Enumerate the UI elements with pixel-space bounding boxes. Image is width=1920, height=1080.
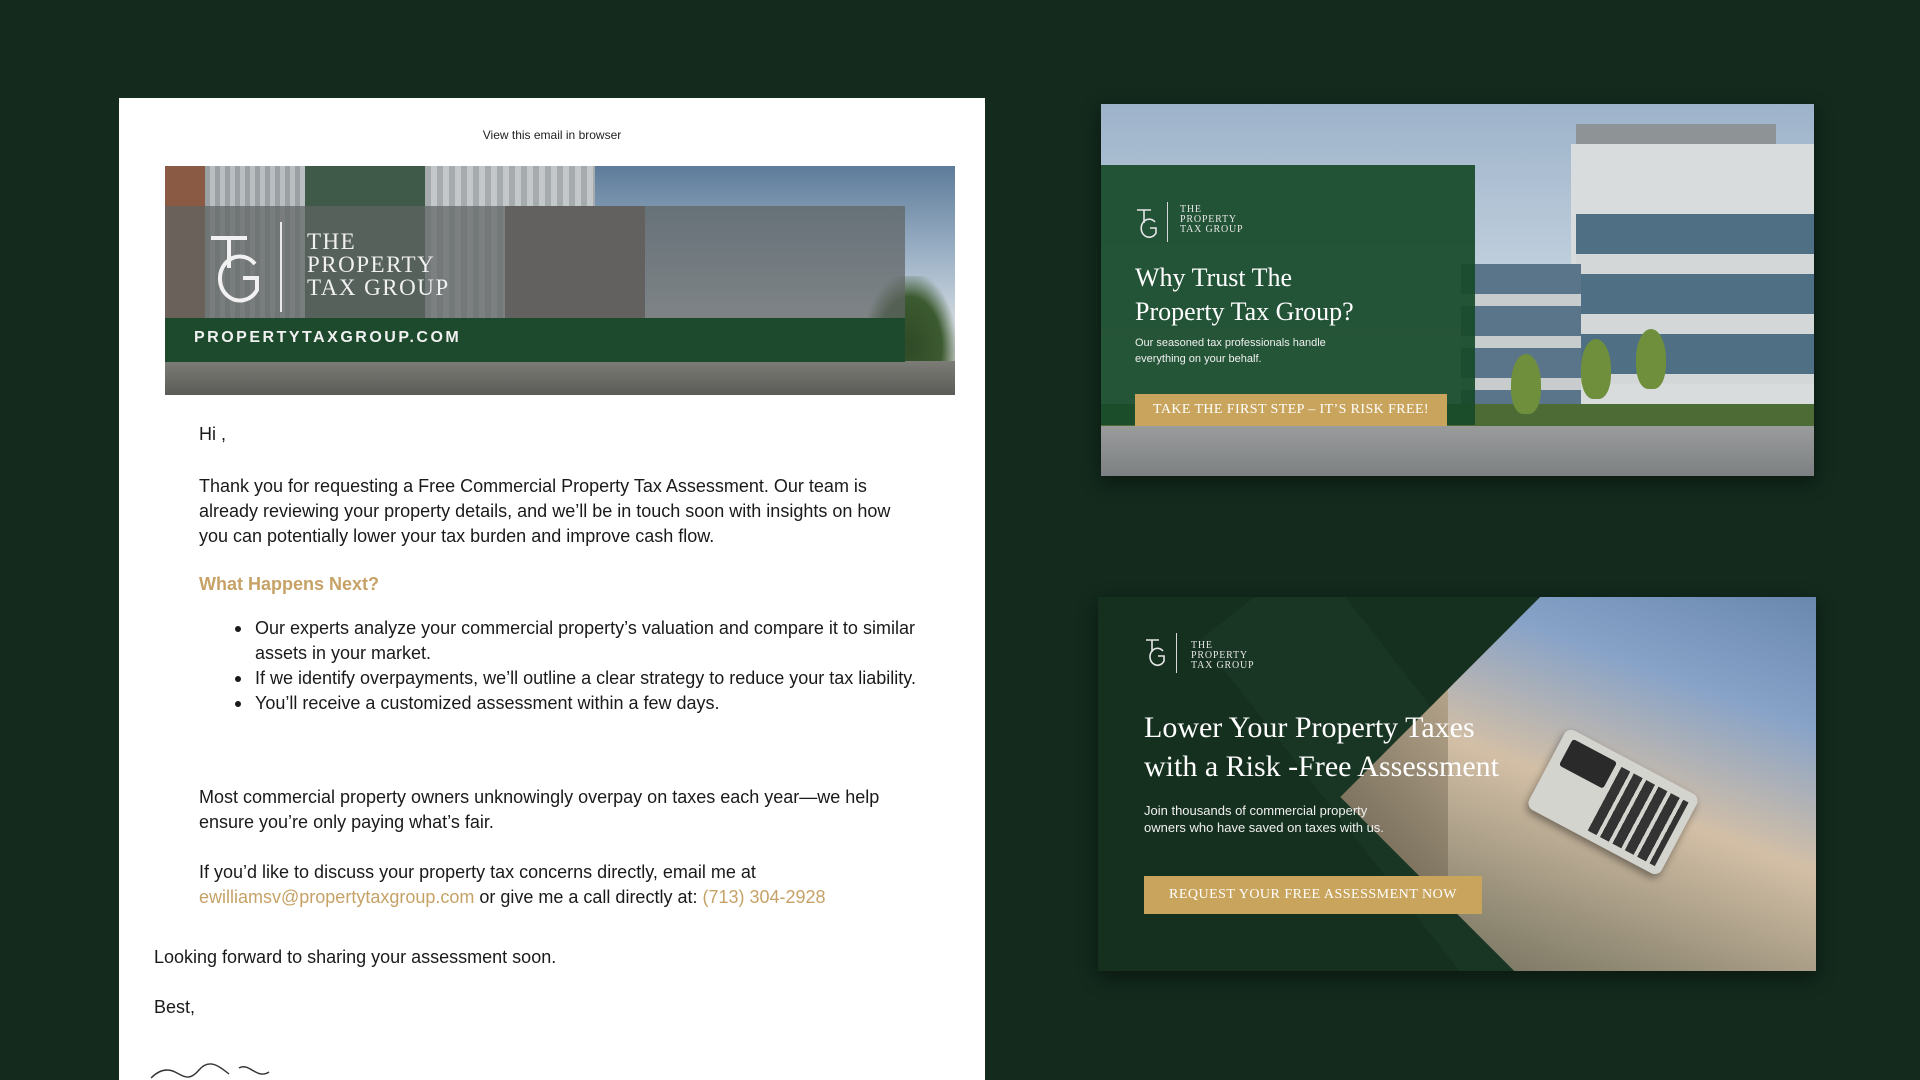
ad1-photo-tree: [1636, 329, 1666, 389]
ad1-photo-windows: [1576, 214, 1814, 384]
ad-lower-taxes: [1098, 597, 1816, 971]
email-signoff: Best,: [154, 997, 196, 1017]
list-item: If we identify overpayments, we’ll outline a clear strategy to reduce your tax liability.: [255, 666, 935, 691]
overpay-paragraph: Most commercial property owners unknowingly overpay on taxes each year—we help ensure you’re only paying what’s fair.: [199, 787, 880, 832]
request-assessment-button[interactable]: REQUEST YOUR FREE ASSESSMENT NOW: [1144, 876, 1482, 914]
ad1-logo-divider: [1167, 202, 1168, 242]
email-preview: [119, 98, 985, 1080]
next-steps-list: [255, 616, 935, 716]
contact-paragraph: [199, 860, 919, 910]
list-item: You’ll receive a customized assessment within a few days.: [255, 691, 935, 716]
ad1-brand-name: THE PROPERTY TAX GROUP: [1180, 204, 1244, 235]
banner-website-url[interactable]: PROPERTYTAXGROUP.COM: [194, 329, 462, 346]
handwritten-signature: [149, 1058, 309, 1080]
email-closing: Looking forward to sharing your assessment soon.: [154, 947, 557, 967]
contact-middle-text: or give me a call directly at:: [474, 887, 703, 907]
ad2-logo-divider: [1176, 633, 1177, 673]
ad1-photo-tree: [1581, 339, 1611, 399]
contact-email-link[interactable]: ewilliamsv@propertytaxgroup.com: [199, 887, 475, 907]
ad2-subtitle: Join thousands of commercial property owners who have saved on taxes with us.: [1144, 803, 1384, 835]
ad-why-trust: [1101, 104, 1814, 476]
email-header-banner: [165, 166, 955, 395]
ad1-subtitle: Our seasoned tax professionals handle everything on your behalf.: [1135, 337, 1326, 365]
ad2-headline: Lower Your Property Taxes with a Risk -Free Assessment: [1144, 711, 1499, 783]
banner-logo-divider: [280, 222, 282, 312]
email-intro-paragraph: Thank you for requesting a Free Commercial Property Tax Assessment. Our team is already reviewing your property details, and we’ll be in touch soon with insights on how you can potentially lower your tax burden and improve cash flow.: [199, 476, 891, 546]
tg-monogram-icon: [205, 224, 269, 304]
contact-lead-text: If you’d like to discuss your property tax concerns directly, email me at: [199, 862, 756, 882]
ad1-photo-road: [1101, 426, 1814, 476]
view-in-browser-link[interactable]: View this email in browser: [482, 128, 622, 142]
next-steps-heading: What Happens Next?: [199, 574, 380, 594]
contact-phone-link[interactable]: (713) 304-2928: [702, 887, 826, 907]
ad2-brand-name: THE PROPERTY TAX GROUP: [1191, 640, 1255, 671]
take-first-step-button[interactable]: TAKE THE FIRST STEP – IT’S RISK FREE!: [1135, 394, 1447, 426]
list-item: Our experts analyze your commercial property’s valuation and compare it to similar assets in your market.: [255, 616, 935, 666]
tg-monogram-icon: [1144, 635, 1166, 667]
email-greeting: Hi ,: [199, 424, 226, 444]
tg-monogram-icon: [1135, 205, 1159, 239]
ad1-photo-tree: [1511, 354, 1541, 414]
banner-brand-name: THE PROPERTY TAX GROUP: [307, 229, 450, 300]
ad1-headline: Why Trust The Property Tax Group?: [1135, 263, 1354, 326]
banner-overlay: [165, 206, 905, 318]
banner-photo-road: [165, 361, 955, 395]
